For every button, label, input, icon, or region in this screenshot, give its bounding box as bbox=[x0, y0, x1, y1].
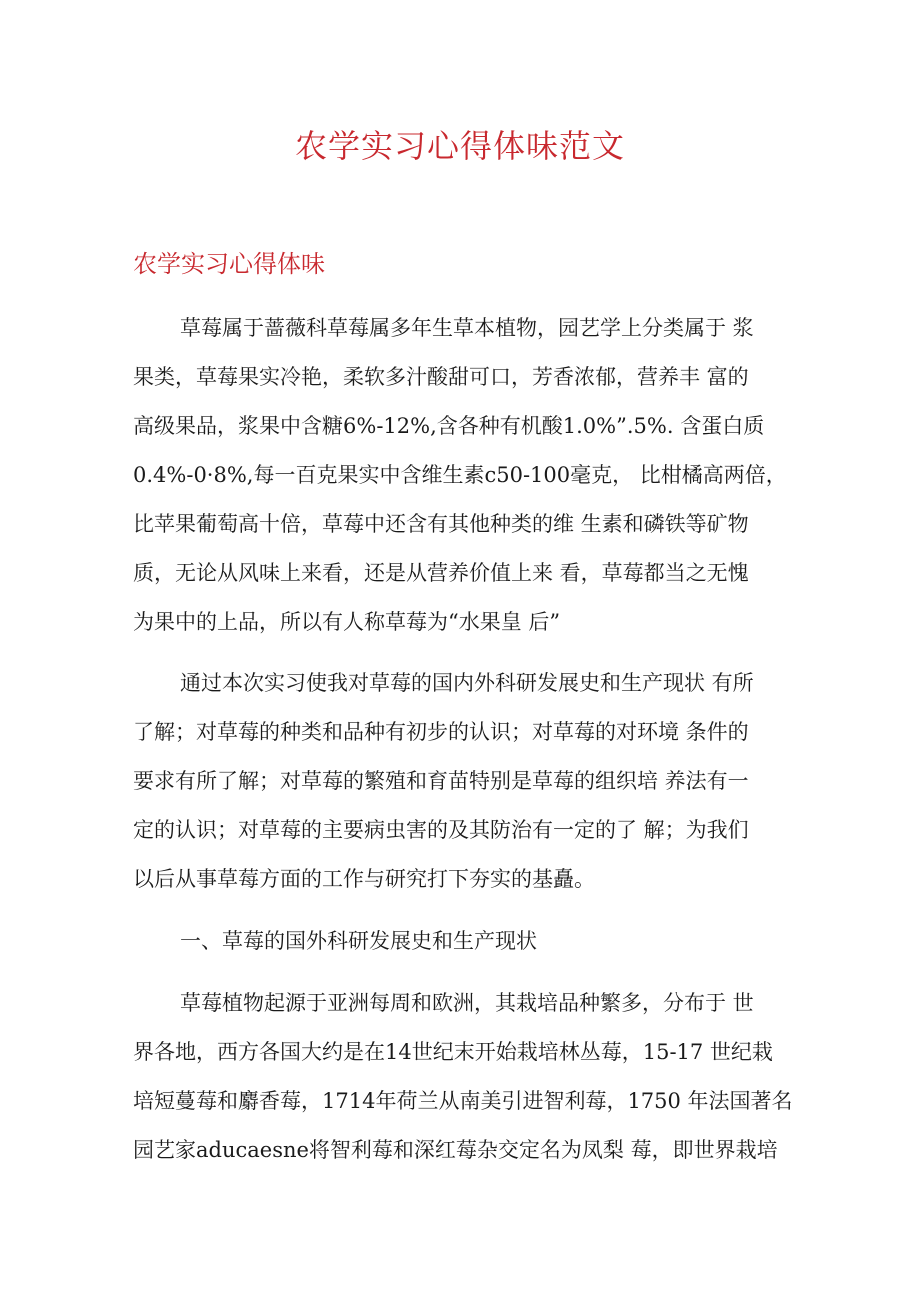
document-title: 农学实习心得体味范文 bbox=[294, 127, 625, 165]
subsection-title: 一、草莓的国外科研发展史和生产现状 bbox=[180, 929, 537, 953]
text-line: 培短蔓莓和麝香莓，1714年荷兰从南美引进智利莓，1750 年法国著名 bbox=[133, 1089, 793, 1113]
text-line: 园艺家aducaesne将智利莓和深红莓杂交定名为凤梨 莓，即世界栽培 bbox=[133, 1138, 778, 1162]
text-line: 以后从事草莓方面的工作与研究打下夯实的基矗。 bbox=[133, 867, 595, 891]
text-line: 高级果品，浆果中含糖6%-12%,含各种有机酸1.0%”.5%. 含蛋白质 bbox=[133, 414, 765, 438]
text-line: 要求有所了解；对草莓的繁殖和育苗特别是草莓的组织培 养法有一 bbox=[133, 769, 749, 793]
text-line: 草莓植物起源于亚洲每周和欧洲，其栽培品种繁多，分布于 世 bbox=[180, 991, 754, 1015]
text-line: 质，无论从风味上来看，还是从营养价值上来 看，草莓都当之无愧 bbox=[133, 561, 749, 585]
text-line: 草莓属于蔷薇科草莓属多年生草本植物，园艺学上分类属于 浆 bbox=[180, 316, 754, 340]
text-line: 定的认识；对草莓的主要病虫害的及其防治有一定的了 解；为我们 bbox=[133, 818, 749, 842]
text-line: 了解；对草莓的种类和品种有初步的认识；对草莓的对环境 条件的 bbox=[133, 720, 749, 744]
text-line: 果类，草莓果实冷艳，柔软多汁酸甜可口，芳香浓郁，营养丰 富的 bbox=[133, 365, 749, 389]
text-line: 通过本次实习使我对草莓的国内外科研发展史和生产现状 有所 bbox=[180, 671, 754, 695]
text-line: 比苹果葡萄高十倍，草莓中还含有其他种类的维 生素和磷铁等矿物 bbox=[133, 512, 749, 536]
text-line: 0.4%-0·8%,每一百克果实中含维生素c50-100毫克， 比柑橘高两倍， bbox=[133, 463, 787, 487]
text-line: 界各地，西方各国大约是在14世纪末开始栽培林丛莓，15-17 世纪栽 bbox=[133, 1040, 773, 1064]
section-heading: 农学实习心得体味 bbox=[133, 250, 325, 278]
text-line: 为果中的上品，所以有人称草莓为“水果皇 后” bbox=[133, 610, 561, 634]
